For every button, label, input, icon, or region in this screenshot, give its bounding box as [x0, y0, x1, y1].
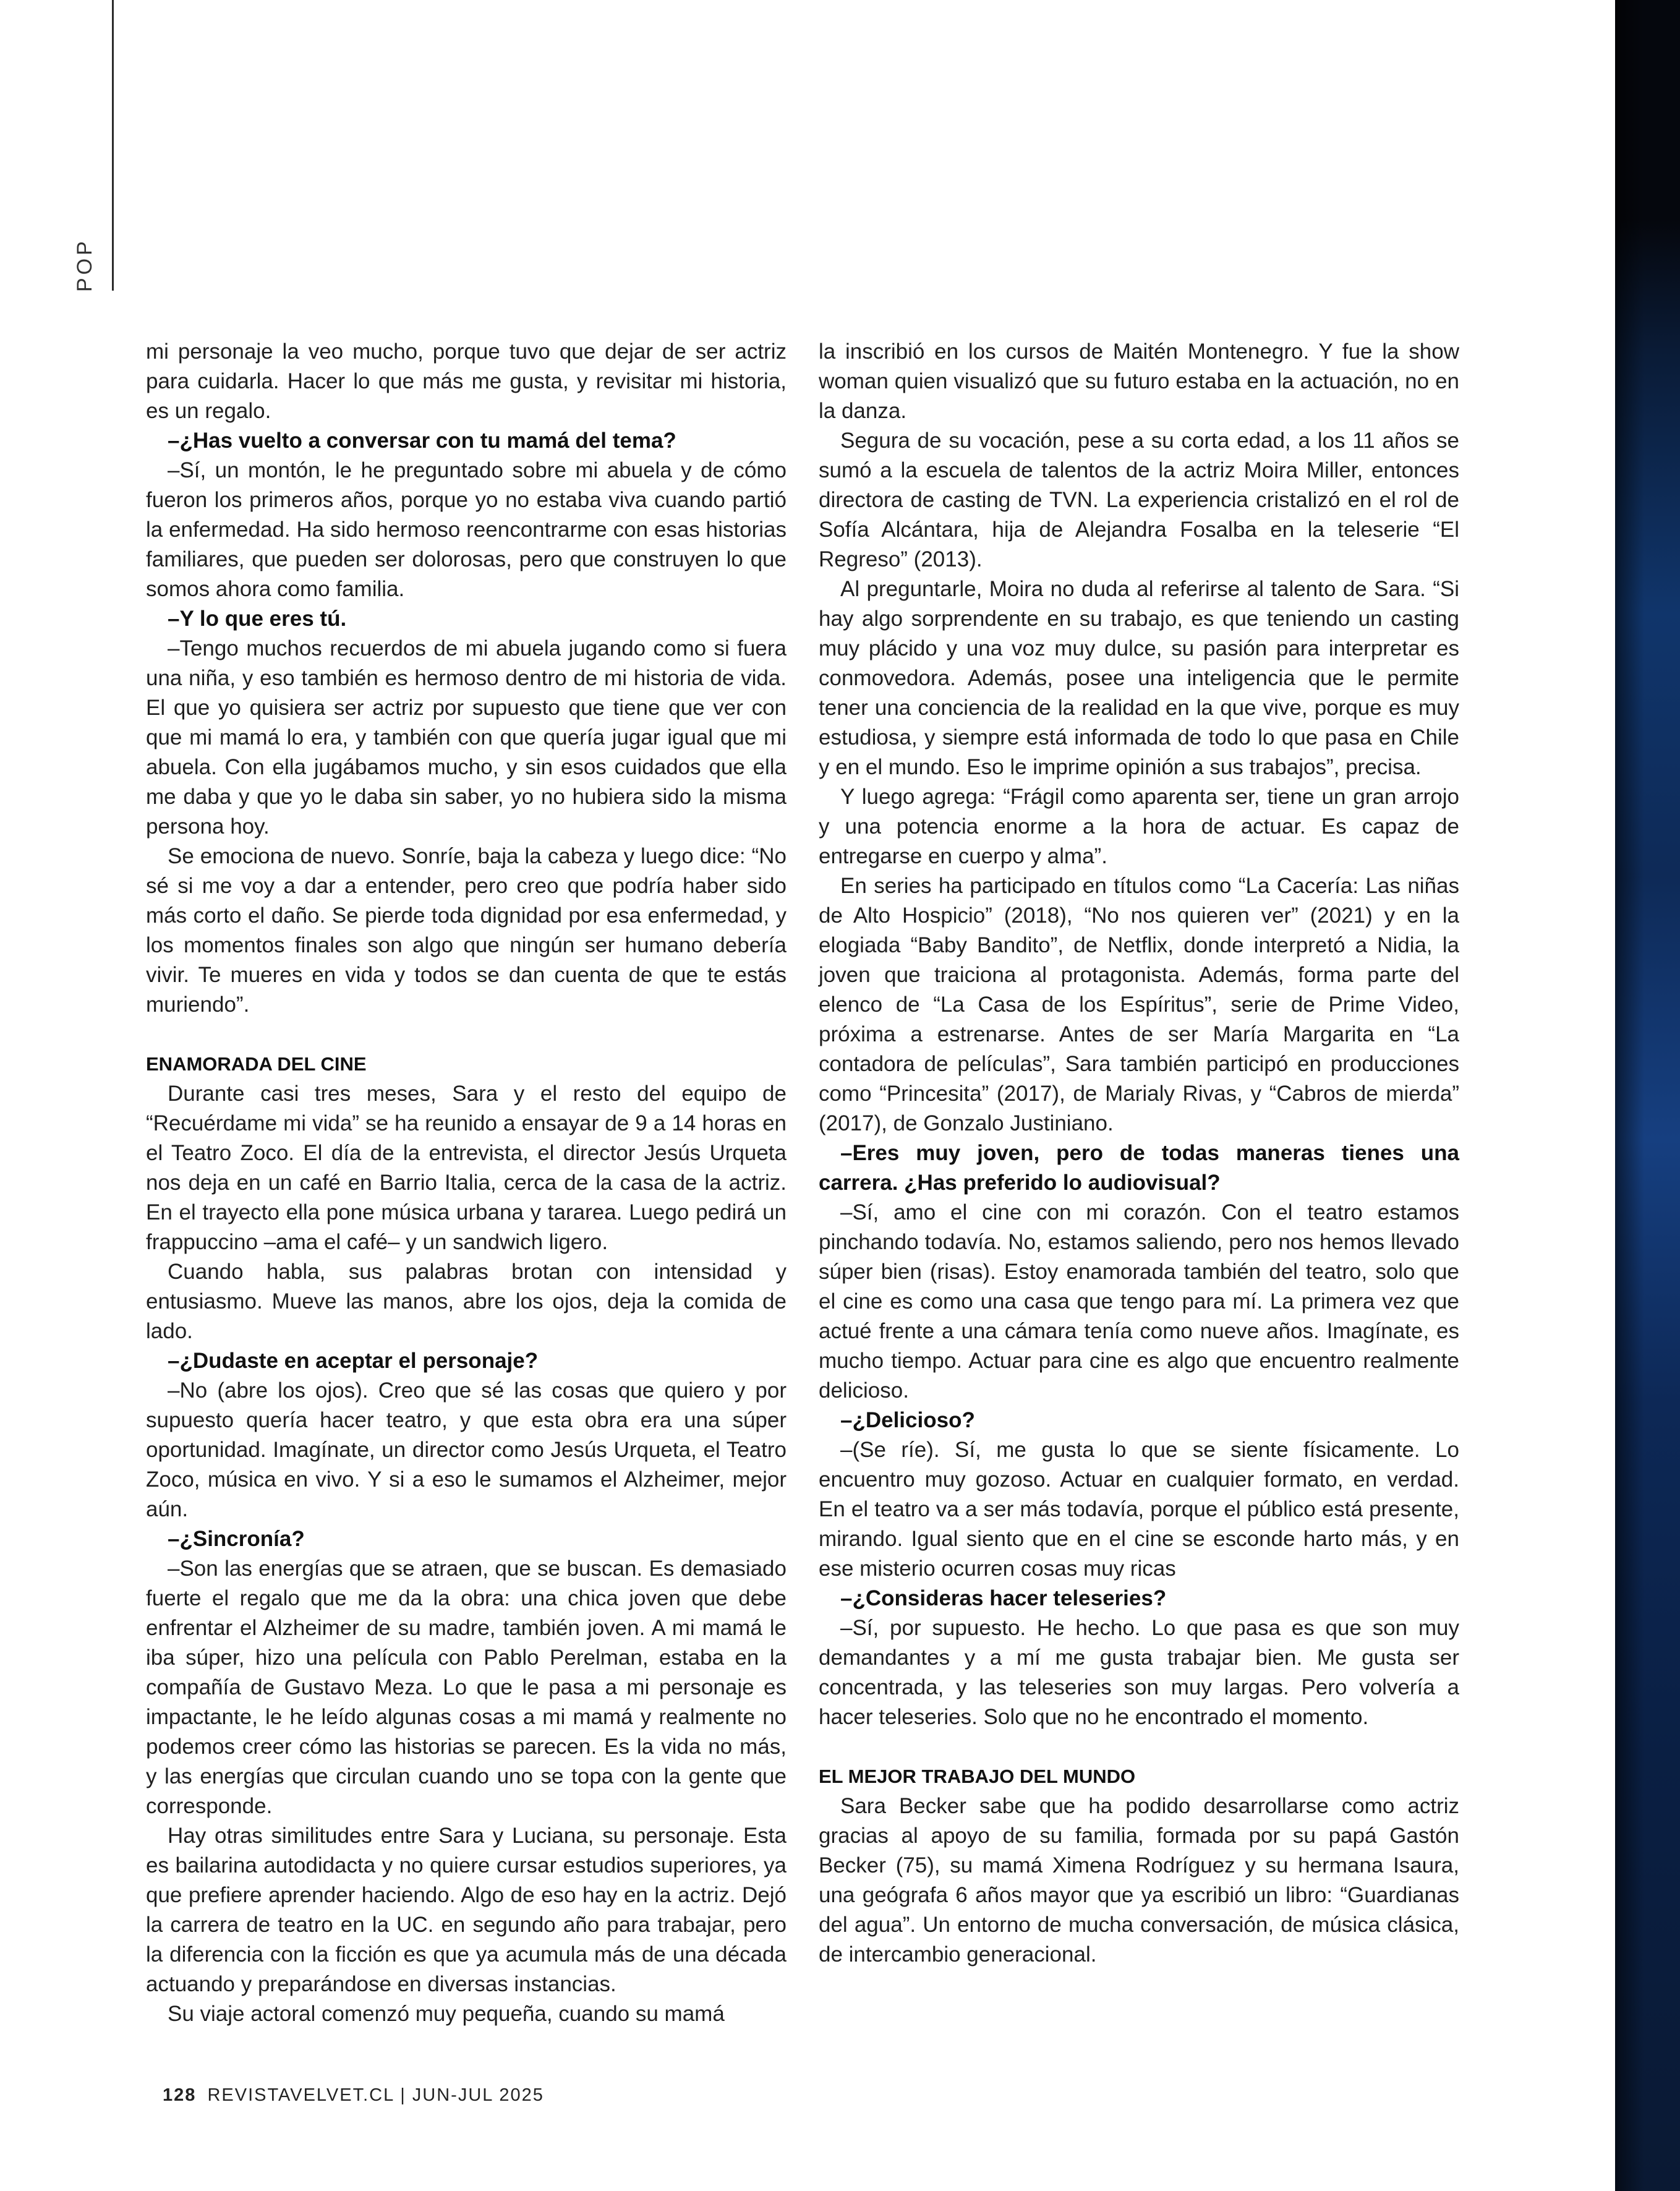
body-paragraph: –Sí, un montón, le he preguntado sobre mi abuela y de cómo fueron los primeros años, porque yo no estaba viva cuando partió la enfermedad. Ha sido hermoso reencontrarme con esas historias familiares, que pueden ser dolorosas, pero que construyen lo que somos ahora como familia. — [146, 458, 787, 601]
body-paragraph: –Sí, amo el cine con mi corazón. Con el teatro estamos pinchando todavía. No, estamos saliendo, pero nos hemos llevado súper bien (risas). Estoy enamorada también del teatro, solo que el cine es como una casa que tengo para mí. La primera vez que actué frente a una cámara tenía como nueve años. Imagínate, es mucho tiempo. Actuar para cine es algo que encuentro realmente delicioso. — [819, 1200, 1459, 1403]
section-heading: EL MEJOR TRABAJO DEL MUNDO — [819, 1766, 1136, 1787]
edge-photo-strip — [1615, 0, 1680, 2191]
body-paragraph: –Tengo muchos recuerdos de mi abuela jugando como si fuera una niña, y eso también es hermoso dentro de mi historia de vida. El que yo quisiera ser actriz por supuesto que tiene que ver con que mi mamá lo era, y también con que quería jugar igual que mi abuela. Con ella jugábamos mucho, y sin esos cuidados que ella me daba y que yo le daba sin saber, yo no hubiera sido la misma persona hoy. — [146, 636, 787, 839]
body-paragraph: –Sí, por supuesto. He hecho. Lo que pasa es que son muy demandantes y a mí me gusta trabajar bien. Me gusta ser concentrada, y las teleseries son muy largas. Pero volvería a hacer teleseries. Solo que no he encontrado el momento. — [819, 1616, 1459, 1729]
body-paragraph: Sara Becker sabe que ha podido desarrollarse como actriz gracias al apoyo de su familia, formada por su papá Gastón Becker (75), su mamá Ximena Rodríguez y su hermana Isaura, una geógrafa 6 años mayor que ya escribió un libro: “Guardianas del agua”. Un entorno de mucha conversación, de música clásica, de intercambio generacional. — [819, 1794, 1459, 1967]
body-paragraph: En series ha participado en títulos como “La Cacería: Las niñas de Alto Hospicio” (2018), “No nos quieren ver” (2021) y en la elogiada “Baby Bandito”, de Netflix, donde interpretó a Nidia, la joven que traiciona al protagonista. Además, forma parte del elenco de “La Casa de los Espíritus”, serie de Prime Video, próxima a estrenarse. Antes de ser María Margarita en “La contadora de películas”, Sara también participó en producciones como “Princesita” (2017), de Marialy Rivas, y “Cabros de mierda” (2017), de Gonzalo Justiniano. — [819, 874, 1459, 1135]
body-paragraph: Segura de su vocación, pese a su corta edad, a los 11 años se sumó a la escuela de talentos de la actriz Moira Miller, entonces directora de casting de TVN. La experiencia cristalizó en el rol de Sofía Alcántara, hija de Alejandra Fosalba en la teleserie “El Regreso” (2013). — [819, 429, 1459, 571]
body-paragraph: Su viaje actoral comenzó muy pequeña, cuando su mamá — [168, 2002, 725, 2026]
body-paragraph: Hay otras similitudes entre Sara y Luciana, su personaje. Esta es bailarina autodidacta y no quiere cursar estudios superiores, ya que prefiere aprender haciendo. Algo de eso hay en la actriz. Dejó la carrera de teatro en la UC. en segundo año para trabajar, pero la diferencia con la ficción es que ya acumula más de una década actuando y preparándose en diversas instancias. — [146, 1824, 787, 1996]
body-paragraph: Se emociona de nuevo. Sonríe, baja la cabeza y luego dice: “No sé si me voy a dar a entender, pero creo que podría haber sido más corto el daño. Se pierde toda dignidad por esa enfermedad, y los momentos finales son algo que ningún ser humano debería vivir. Te mueres en vida y todos se dan cuenta de que te estás muriendo”. — [146, 844, 787, 1017]
section-divider-line — [112, 0, 114, 291]
section-label-text: POP — [73, 238, 96, 292]
interview-question: –Y lo que eres tú. — [168, 607, 347, 631]
article-column-right — [819, 337, 1459, 1970]
section-heading: ENAMORADA DEL CINE — [146, 1053, 367, 1075]
interview-question: –¿Consideras hacer teleseries? — [840, 1586, 1167, 1610]
interview-question: –¿Delicioso? — [840, 1408, 975, 1432]
article-column-left — [146, 337, 787, 2029]
edge-photo-shade — [1615, 0, 1680, 2191]
page-number: 128 — [163, 2085, 197, 2105]
body-paragraph: –No (abre los ojos). Creo que sé las cosas que quiero y por supuesto quería hacer teatro, y que esta obra era una súper oportunidad. Imagínate, un director como Jesús Urqueta, el Teatro Zoco, música en vivo. Y si a eso le sumamos el Alzheimer, mejor aún. — [146, 1378, 787, 1521]
interview-question: –Eres muy joven, pero de todas maneras tienes una carrera. ¿Has preferido lo audiovisual? — [819, 1141, 1459, 1195]
body-paragraph: Y luego agrega: “Frágil como aparenta ser, tiene un gran arrojo y una potencia enorme a la hora de actuar. Es capaz de entregarse en cuerpo y alma”. — [819, 785, 1459, 868]
body-paragraph: mi personaje la veo mucho, porque tuvo que dejar de ser actriz para cuidarla. Hacer lo que más me gusta, y revisitar mi historia, es un regalo. — [146, 340, 787, 423]
body-paragraph: –Son las energías que se atraen, que se buscan. Es demasiado fuerte el regalo que me da la obra: una chica joven que debe enfrentar el Alzheimer de su madre, también joven. A mi mamá le iba súper, hizo una película con Pablo Perelman, estaba en la compañía de Gustavo Meza. Lo que le pasa a mi personaje es impactante, le he leído algunas cosas a mi mamá y realmente no podemos creer cómo las historias se parecen. Es la vida no más, y las energías que circulan cuando uno se topa con la gente que corresponde. — [146, 1557, 787, 1818]
body-paragraph: la inscribió en los cursos de Maitén Montenegro. Y fue la show woman quien visualizó que su futuro estaba en la actuación, no en la danza. — [819, 340, 1459, 423]
interview-question: –¿Sincronía? — [168, 1527, 305, 1551]
interview-question: –¿Dudaste en aceptar el personaje? — [168, 1349, 539, 1373]
body-paragraph: –(Se ríe). Sí, me gusta lo que se siente físicamente. Lo encuentro muy gozoso. Actuar en cualquier formato, en verdad. En el teatro va a ser más todavía, porque el público está presente, mirando. Igual siento que en el cine se esconde harto más, y en ese misterio ocurren cosas muy ricas — [819, 1438, 1459, 1581]
interview-question: –¿Has vuelto a conversar con tu mamá del tema? — [168, 429, 676, 453]
body-paragraph: Cuando habla, sus palabras brotan con intensidad y entusiasmo. Mueve las manos, abre los ojos, deja la comida de lado. — [146, 1260, 787, 1343]
page-footer — [163, 2085, 544, 2106]
publication-info: REVISTAVELVET.CL | JUN-JUL 2025 — [207, 2085, 544, 2105]
body-paragraph: Durante casi tres meses, Sara y el resto del equipo de “Recuérdame mi vida” se ha reunido a ensayar de 9 a 14 horas en el Teatro Zoco. El día de la entrevista, el director Jesús Urqueta nos deja en un café en Barrio Italia, cerca de la casa de la actriz. En el trayecto ella pone música urbana y tararea. Luego pedirá un frappuccino –ama el café– y un sandwich ligero. — [146, 1082, 787, 1254]
body-paragraph: Al preguntarle, Moira no duda al referirse al talento de Sara. “Si hay algo sorprendente en su trabajo, es que teniendo un casting muy plácido y una voz muy dulce, su pasión para interpretar es conmovedora. Además, posee una inteligencia que le permite tener una conciencia de la realidad en la que vive, porque es muy estudiosa, y siempre está informada de todo lo que pasa en Chile y en el mundo. Eso le imprime opinión a sus trabajos”, precisa. — [819, 577, 1459, 779]
section-label — [73, 235, 110, 297]
